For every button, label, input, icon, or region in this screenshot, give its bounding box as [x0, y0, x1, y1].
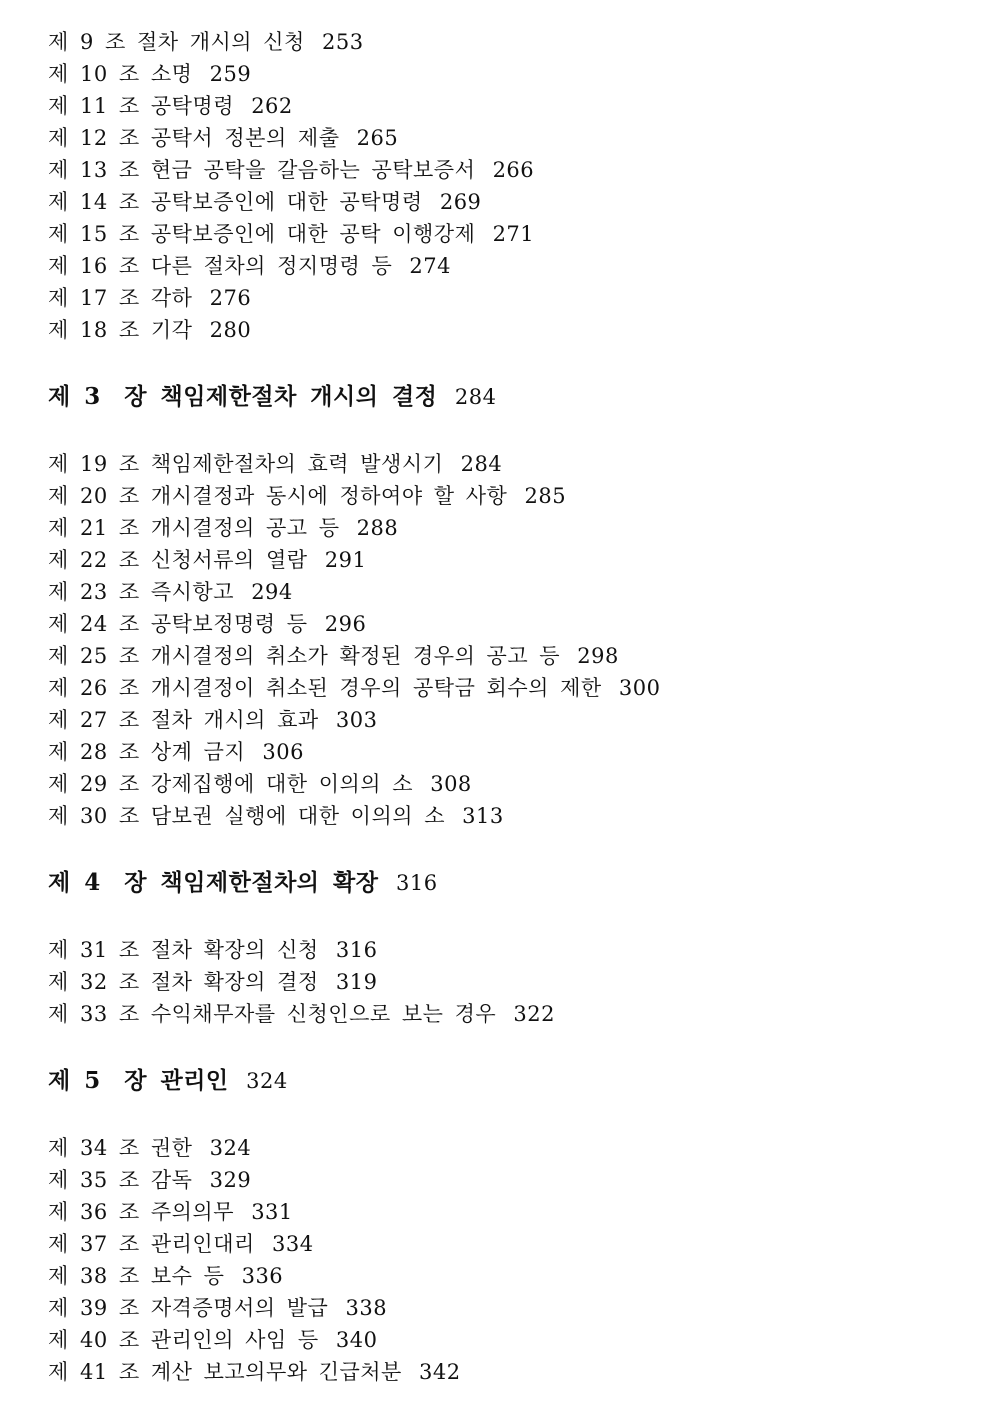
toc-article: 제 9 조 절차 개시의 신청 253: [48, 30, 364, 54]
page-number: 313: [462, 804, 504, 828]
toc-article: 제 33 조 수익채무자를 신청인으로 보는 경우 322: [48, 1002, 555, 1026]
toc-article: 제 39 조 자격증명서의 발급 338: [48, 1296, 388, 1320]
page-number: 284: [460, 452, 503, 476]
toc-article: 제 11 조 공탁명령 262: [48, 94, 293, 118]
page-number: 265: [356, 126, 399, 150]
toc-section-chapter-5: [48, 1065, 952, 1388]
page-number: 316: [395, 871, 438, 895]
toc-article: 제 21 조 개시결정의 공고 등 288: [48, 516, 399, 540]
toc-article: 제 32 조 절차 확장의 결정 319: [48, 970, 378, 994]
toc-article: 제 41 조 계산 보고의무와 긴급처분 342: [48, 1360, 461, 1384]
page-number: 300: [618, 676, 661, 700]
toc-article: 제 31 조 절차 확장의 신청 316: [48, 938, 378, 962]
page-number: 331: [251, 1200, 293, 1224]
toc-article: 제 14 조 공탁보증인에 대한 공탁명령 269: [48, 190, 482, 214]
toc-article: 제 15 조 공탁보증인에 대한 공탁 이행강제 271: [48, 222, 535, 246]
page-number: 324: [246, 1069, 288, 1093]
toc-article: 제 29 조 강제집행에 대한 이의의 소 308: [48, 772, 472, 796]
page-number: 319: [335, 970, 378, 994]
table-of-contents: [48, 26, 952, 1388]
toc-article: 제 34 조 권한 324: [48, 1136, 252, 1160]
page-number: 276: [209, 286, 252, 310]
toc-article: 제 25 조 개시결정의 취소가 확정된 경우의 공고 등 298: [48, 644, 619, 668]
page-number: 308: [430, 772, 472, 796]
chapter-heading: 제 5 장 관리인 324: [48, 1067, 288, 1094]
toc-article: 제 24 조 공탁보정명령 등 296: [48, 612, 367, 636]
page-number: 338: [345, 1296, 388, 1320]
toc-article: 제 26 조 개시결정이 취소된 경우의 공탁금 회수의 제한 300: [48, 676, 661, 700]
toc-article: 제 37 조 관리인대리 334: [48, 1232, 314, 1256]
toc-article: 제 20 조 개시결정과 동시에 정하여야 할 사항 285: [48, 484, 567, 508]
toc-article: 제 18 조 기각 280: [48, 318, 252, 342]
toc-section-continued: [48, 26, 952, 346]
chapter-heading: 제 3 장 책임제한절차 개시의 결정 284: [48, 383, 497, 410]
toc-article: 제 35 조 감독 329: [48, 1168, 252, 1192]
page-number: 306: [262, 740, 304, 764]
toc-article: 제 27 조 절차 개시의 효과 303: [48, 708, 378, 732]
page-number: 316: [335, 938, 378, 962]
page-number: 296: [324, 612, 367, 636]
toc-article: 제 23 조 즉시항고 294: [48, 580, 293, 604]
toc-article: 제 12 조 공탁서 정본의 제출 265: [48, 126, 399, 150]
page-number: 285: [524, 484, 567, 508]
page-number: 340: [335, 1328, 378, 1352]
page-number: 291: [324, 548, 367, 572]
page-number: 259: [209, 62, 252, 86]
page-number: 288: [356, 516, 399, 540]
page-number: 336: [241, 1264, 284, 1288]
toc-section-chapter-4: [48, 867, 952, 1030]
page-number: 303: [335, 708, 378, 732]
toc-article: 제 36 조 주의의무 331: [48, 1200, 293, 1224]
toc-article: 제 40 조 관리인의 사임 등 340: [48, 1328, 378, 1352]
toc-article: 제 13 조 현금 공탁을 갈음하는 공탁보증서 266: [48, 158, 535, 182]
toc-article: 제 16 조 다른 절차의 정지명령 등 274: [48, 254, 452, 278]
page-number: 284: [454, 385, 497, 409]
page-number: 324: [209, 1136, 252, 1160]
toc-article: 제 10 조 소명 259: [48, 62, 252, 86]
page-number: 329: [209, 1168, 252, 1192]
page-number: 298: [577, 644, 619, 668]
page-number: 322: [513, 1002, 555, 1026]
toc-article: 제 38 조 보수 등 336: [48, 1264, 284, 1288]
page-number: 294: [251, 580, 293, 604]
page-number: 269: [439, 190, 482, 214]
toc-article: 제 22 조 신청서류의 열람 291: [48, 548, 367, 572]
toc-article: 제 28 조 상계 금지 306: [48, 740, 304, 764]
page-number: 342: [419, 1360, 461, 1384]
toc-article: 제 19 조 책임제한절차의 효력 발생시기 284: [48, 452, 503, 476]
page-number: 262: [251, 94, 293, 118]
page-number: 266: [492, 158, 535, 182]
chapter-heading: 제 4 장 책임제한절차의 확장 316: [48, 869, 438, 896]
toc-article: 제 17 조 각하 276: [48, 286, 252, 310]
page-number: 253: [322, 30, 364, 54]
toc-article: 제 30 조 담보권 실행에 대한 이의의 소 313: [48, 804, 504, 828]
page-number: 271: [492, 222, 535, 246]
page-number: 280: [209, 318, 252, 342]
page-number: 334: [271, 1232, 314, 1256]
toc-section-chapter-3: [48, 381, 952, 832]
page-number: 274: [409, 254, 452, 278]
